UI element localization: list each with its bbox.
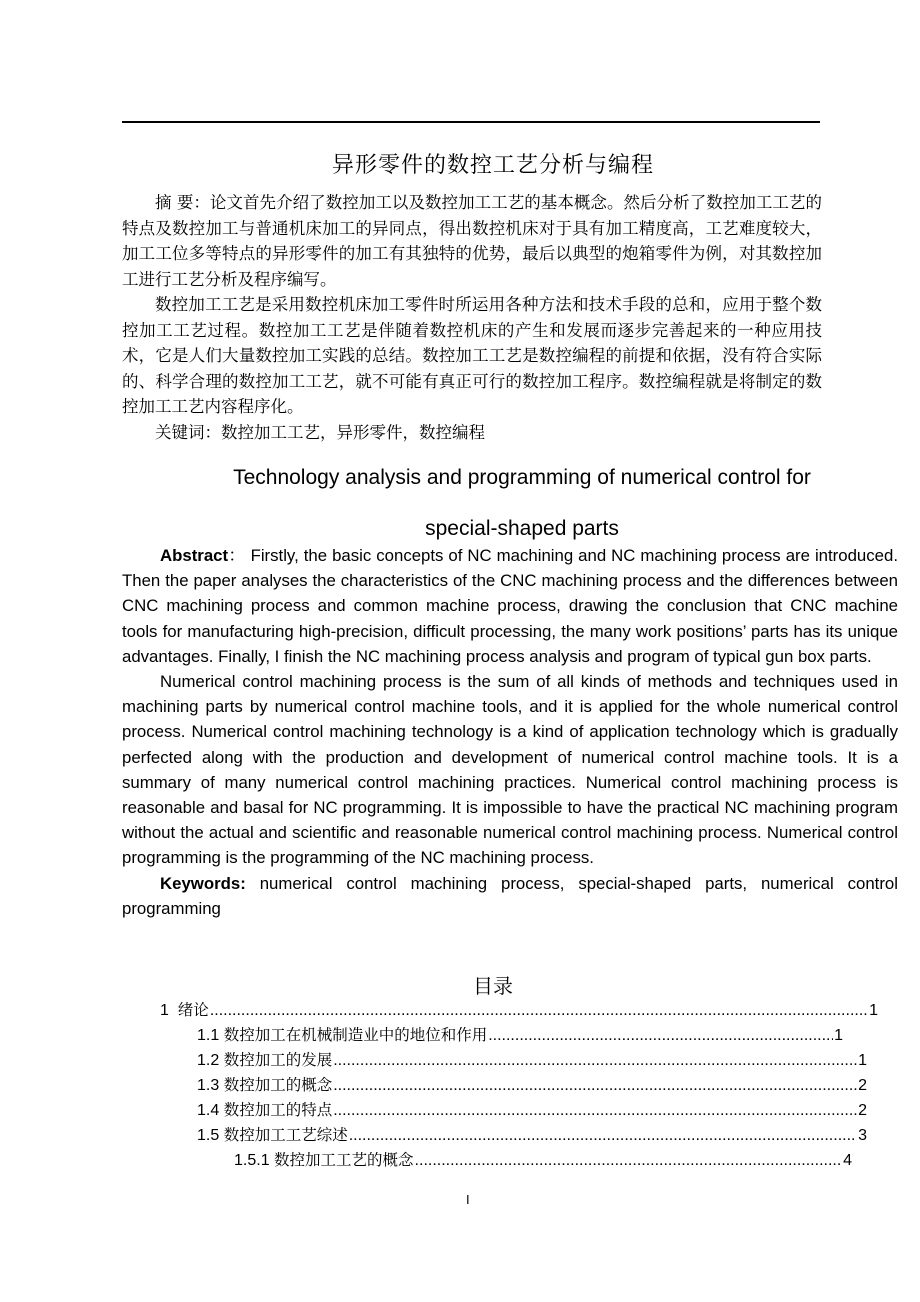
english-abstract-label: Abstract: [160, 546, 229, 565]
toc-entry[interactable]: [197, 1073, 867, 1098]
toc-entry-page: 2: [858, 1102, 867, 1119]
chinese-abstract-text: 论文首先介绍了数控加工以及数控加工工艺的基本概念。然后分析了数控加工工艺的特点及数控加工与普通机床加工的异同点，得出数控机床对于具有加工精度高，工艺难度较大，加工工位多等特点的异形零件的加工有其独特的优势，最后以典型的炮箱零件为例，对其数控加工进行工艺分析及程序编写。: [122, 193, 822, 289]
page-number: I: [466, 1192, 470, 1207]
toc-entry-text: 数控加工的概念: [223, 1076, 333, 1094]
toc-entry-page: 1: [869, 1002, 878, 1019]
chinese-paragraph: 数控加工工艺是采用数控机床加工零件时所运用各种方法和技术手段的总和，应用于整个数控加工工艺过程。数控加工工艺是伴随着数控机床的产生和发展而逐步完善起来的一种应用技术，它是人们大量数控加工实践的总结。数控加工工艺是数控编程的前提和依据，没有符合实际的、科学合理的数控加工工艺，就不可能有真正可行的数控加工程序。数控编程就是将制定的数控加工工艺内容程序化。: [122, 295, 822, 416]
english-paragraph: Numerical control machining process is the sum of all kinds of methods and techniques used in machining parts by numerical control machine tools, and it is applied for the whole numerical control process. Numerical control machining technology is a kind of application technology which is gradually perfected along with the production and development of numerical control machine tools. It is a summary of many numerical control machining practices. Numerical control machining process is reasonable and basal for NC programming. It is impossible to have the practical NC machining program without the actual and scientific and reasonable numerical control machining process. Numerical control programming is the programming of the NC machining process.: [122, 672, 898, 868]
english-abstract-separator: ：: [228, 546, 246, 565]
english-title-line-1: Technology analysis and programming of numerical control for: [233, 466, 811, 489]
toc-entry[interactable]: [197, 1098, 867, 1123]
toc-entry-number: 1.5: [197, 1127, 224, 1144]
toc-entry-text: 数控加工的发展: [223, 1051, 333, 1069]
english-keywords-text: numerical control machining process, special-shaped parts, numerical control programming: [122, 873, 898, 918]
chinese-abstract: [122, 190, 822, 292]
chinese-abstract-section: [122, 190, 822, 445]
toc-title: 目录: [473, 974, 513, 998]
toc-entry-text: 数控加工工艺的概念: [274, 1151, 414, 1169]
toc-entry-page: 3: [858, 1127, 867, 1144]
english-abstract-text: Firstly, the basic concepts of NC machining and NC machining process are introduced. Then the paper analyses the characteristics of the CNC machining process and the differences between CNC machining process and common machine process, drawing the conclusion that CNC machine tools for manufacturing high-precision, difficult processing, the many work positions’ parts has its unique advantages. Finally, I finish the NC machining process analysis and program of typical gun box parts.: [122, 546, 898, 666]
toc-leader-dots: [210, 1002, 868, 1020]
english-title: [122, 452, 920, 554]
toc-entry-number: 1.2: [197, 1052, 224, 1069]
toc-entry-page: 1: [858, 1052, 867, 1069]
toc-leader-dots: [349, 1127, 857, 1145]
toc-entry-page: 4: [843, 1152, 852, 1169]
toc-entry-number: 1.5.1: [234, 1152, 275, 1169]
toc-entry[interactable]: [197, 1023, 843, 1048]
toc-entry-text: 数控加工在机械制造业中的地位和作用: [223, 1026, 488, 1044]
toc-entry-page: 1: [834, 1027, 843, 1044]
chinese-abstract-label: 摘 要：: [155, 193, 210, 212]
toc-leader-dots: [333, 1052, 857, 1070]
chinese-keywords: [122, 420, 822, 446]
chinese-keywords-label: 关键词：: [155, 422, 221, 442]
english-keywords-label: Keywords:: [160, 873, 246, 893]
toc-entry-number: 1.1: [197, 1027, 224, 1044]
toc-entry-number: 1.3: [197, 1077, 224, 1094]
toc-leader-dots: [488, 1027, 833, 1045]
toc-entry[interactable]: [160, 998, 878, 1023]
toc-leader-dots: [333, 1077, 857, 1095]
english-keywords: [122, 871, 898, 921]
english-title-line-2: special-shaped parts: [425, 517, 619, 540]
toc-entry-number: 1: [160, 1002, 178, 1019]
toc-entry-number: 1.4: [197, 1102, 224, 1119]
toc-entry-text: 数控加工的特点: [223, 1101, 333, 1119]
english-abstract-section: [122, 543, 898, 921]
toc-entry-page: 2: [858, 1077, 867, 1094]
toc-entry[interactable]: [234, 1148, 852, 1173]
english-abstract: [122, 543, 898, 669]
toc-entry-text: 绪论: [177, 1001, 209, 1019]
toc-leader-dots: [333, 1102, 857, 1120]
toc-entry-text: 数控加工工艺综述: [223, 1126, 348, 1144]
header-rule: [122, 121, 820, 123]
toc-entry[interactable]: [197, 1123, 867, 1148]
chinese-keywords-text: 数控加工工艺，异形零件，数控编程: [221, 422, 485, 442]
toc-entry[interactable]: [197, 1048, 867, 1073]
toc-leader-dots: [415, 1152, 843, 1170]
chinese-title: 异形零件的数控工艺分析与编程: [331, 153, 654, 178]
